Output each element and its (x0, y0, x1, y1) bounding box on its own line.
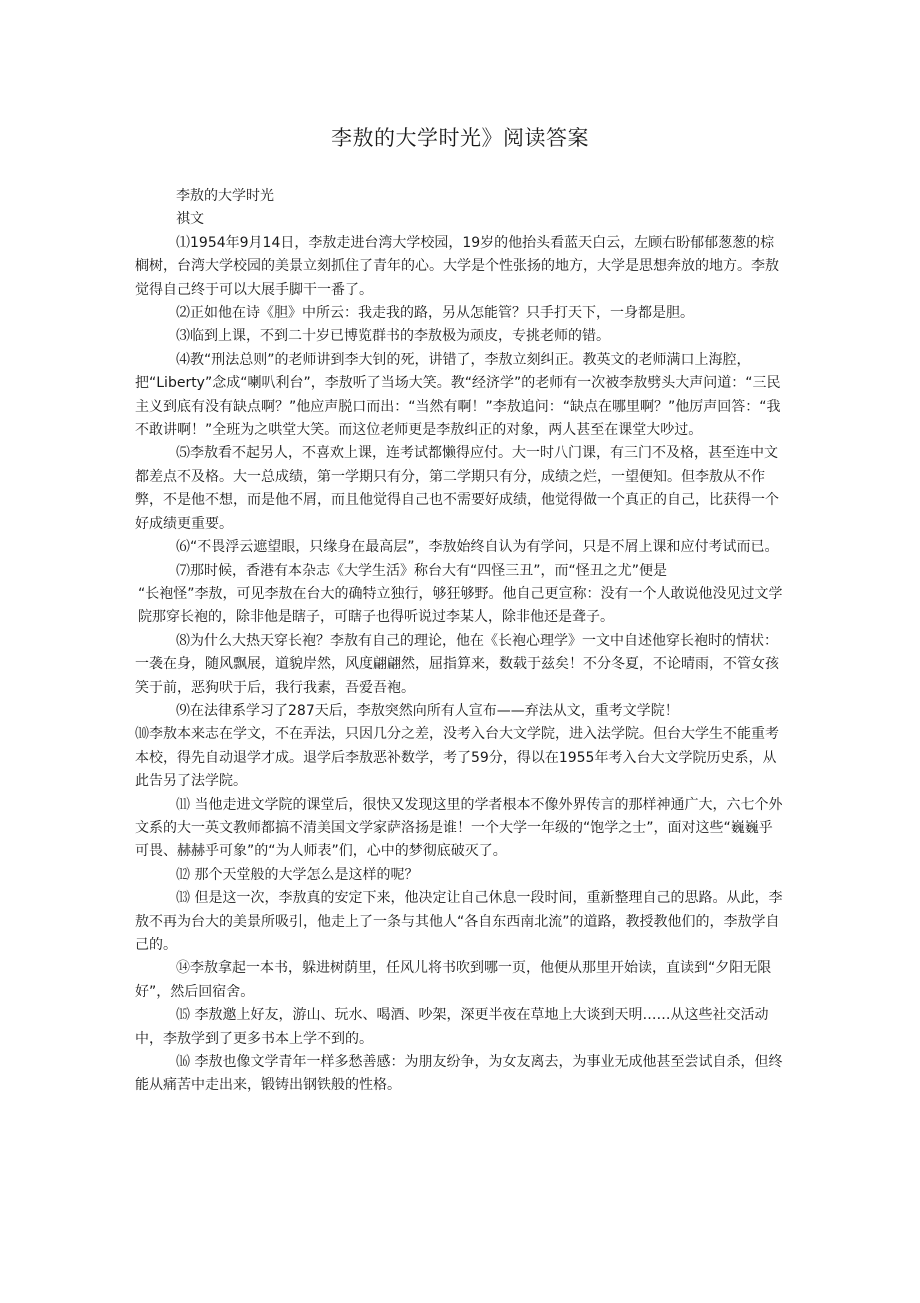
paragraph-7-continued: “长袍怪”李敖，可见李敖在台大的确特立独行，够狂够野。他自己更宣称：没有一个人敢说他没见过文学院那穿长袍的，除非他是瞎子，可瞎子也得听说过李某人，除非他还是聋子。 (138, 585, 783, 626)
paragraph-10: ⑽李敖本来志在学文，不在弄法，只因几分之差，没考入台大文学院，进入法学院。但台大学生不能重考本校，得先自动退学才成。退学后李敖恶补数学，考了59分，得以在1955年考入台大文学院历史系，从此告另了法学院。 (135, 726, 779, 790)
paragraph-11: ⑾ 当他走进文学院的课堂后，很快又发现这里的学者根本不像外界传言的那样神通广大，六七个外文系的大一英文教师都搞不清美国文学家萨洛扬是谁！一个大学一年级的“饱学之士”，面对这些“巍巍乎可畏、赫赫乎可象”的“为人师表”们，心中的梦彻底破灭了。 (135, 796, 783, 860)
paragraph-9: ⑼在法律系学习了287天后，李敖突然向所有人宣布——弃法从文，重考文学院！ (176, 702, 679, 719)
paragraph-4: ⑷教“刑法总则”的老师讲到李大钊的死，讲错了，李敖立刻纠正。教英文的老师满口上海腔，把“Liberty”念成“喇叭利台”，李敖听了当场大笑。教“经济学”的老师有一次被李敖劈头大声问道：“三民主义到底有没有缺点啊？”他应声脱口而出：“当然有啊！”李敖追问：“缺点在哪里啊？”他厉声回答：“我不敢讲啊！”全班为之哄堂大笑。而这位老师更是李敖纠正的对象，两人甚至在课堂大吵过。 (135, 351, 781, 439)
article-author: 祺文 (176, 211, 204, 228)
paragraph-14: ⑭李敖拿起一本书，躲进树荫里，任风儿将书吹到哪一页，他便从那里开始读，直读到“夕阳无限好”，然后回宿舍。 (135, 960, 772, 1000)
document-title: 李敖的大学时光》阅读答案 (331, 126, 589, 150)
paragraph-1: ⑴1954年9月14日，李敖走进台湾大学校园，19岁的他抬头看蓝天白云，左顾右盼郁郁葱葱的棕榈树，台湾大学校园的美景立刻抓住了青年的心。大学是个性张扬的地方，大学是思想奔放的地方。李敖觉得自己终于可以大展手脚干一番了。 (135, 234, 779, 298)
paragraph-2: ⑵正如他在诗《胆》中所云：我走我的路，另从怎能管？只手打天下，一身都是胆。 (176, 305, 694, 322)
paragraph-15: ⒂ 李敖邀上好友，游山、玩水、喝酒、吵架，深更半夜在草地上大谈到天明……从这些社交活动中，李敖学到了更多书本上学不到的。 (135, 1007, 769, 1047)
paragraph-12: ⑿ 那个天堂般的大学怎么是这样的呢？ (176, 866, 419, 883)
article-body (135, 185, 785, 1098)
article-subtitle: 李敖的大学时光 (176, 188, 274, 204)
paragraph-8: ⑻为什么大热天穿长袍？李敖有自己的理论，他在《长袍心理学》一文中自述他穿长袍时的情状：一袭在身，随风飘展，道貌岸然，风度翩翩然，屈指算来，数载于兹矣！不分冬夏，不论晴雨，不管女孩笑于前，恶狗吠于后，我行我素，吾爱吾袍。 (135, 632, 779, 696)
paragraph-3: ⑶临到上课，不到二十岁已博览群书的李敖极为顽皮，专挑老师的错。 (176, 328, 610, 345)
paragraph-5: ⑸李敖看不起另人，不喜欢上课，连考试都懒得应付。大一时八门课，有三门不及格，甚至连中文都差点不及格。大一总成绩，第一学期只有分，第二学期只有分，成绩之烂，一望便知。但李敖从不作弊，不是他不想，而是他不屑，而且他觉得自己也不需要好成绩，他觉得做一个真正的自己，比获得一个好成绩更重要。 (135, 445, 779, 532)
paragraph-6: ⑹“不畏浮云遮望眼，只缘身在最高层”，李敖始终自认为有学问，只是不屑上课和应付考试而已。 (176, 539, 779, 556)
paragraph-7: ⑺那时候，香港有本杂志《大学生活》称台大有“四怪三丑”，而“怪丑之尤”便是 (176, 562, 668, 579)
paragraph-13: ⒀ 但是这一次，李敖真的安定下来，他决定让自己休息一段时间，重新整理自己的思路。从此，李敖不再为台大的美景所吸引，他走上了一条与其他人“各自东西南北流”的道路，教授教他们的，李敖学自己的。 (135, 890, 783, 953)
paragraph-16: ⒃ 李敖也像文学青年一样多愁善感：为朋友纷争，为女友离去，为事业无成他甚至尝试自杀，但终能从痛苦中走出来，锻铸出钢铁般的性格。 (135, 1054, 783, 1094)
